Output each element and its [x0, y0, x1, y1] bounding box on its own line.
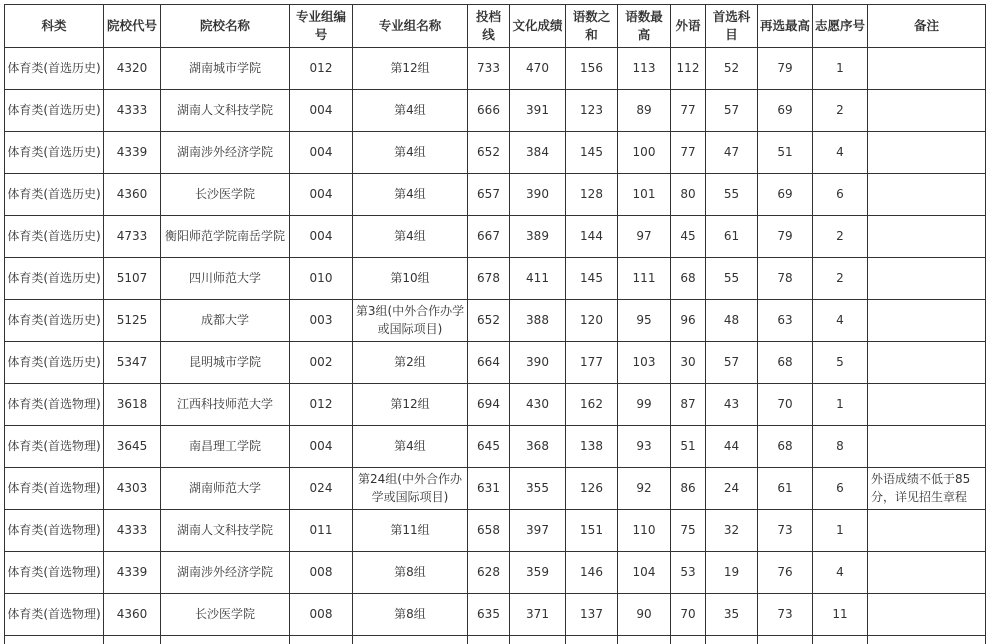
- table-cell: 第12组: [353, 48, 468, 90]
- table-cell: 430: [510, 384, 566, 426]
- table-cell: 江西科技师范大学: [161, 384, 290, 426]
- table-cell: 61: [758, 468, 813, 510]
- table-cell: 35: [706, 594, 758, 636]
- column-header: 专业组编号: [290, 5, 353, 48]
- table-cell: 湖南涉外经济学院: [161, 552, 290, 594]
- table-cell: [758, 636, 813, 644]
- table-cell: 123: [566, 90, 618, 132]
- table-cell: [468, 636, 510, 644]
- table-row: [5, 468, 986, 510]
- table-cell: 第4组: [353, 174, 468, 216]
- table-cell: 100: [618, 132, 671, 174]
- table-cell: 137: [566, 594, 618, 636]
- table-row: [5, 48, 986, 90]
- table-cell: 008: [290, 552, 353, 594]
- table-row: [5, 216, 986, 258]
- table-cell: [868, 48, 986, 90]
- table-cell: 628: [468, 552, 510, 594]
- table-cell: 75: [671, 510, 706, 552]
- table-cell: 144: [566, 216, 618, 258]
- table-cell: 11: [813, 594, 868, 636]
- table-cell: 5347: [104, 342, 161, 384]
- table-cell: 2: [813, 90, 868, 132]
- table-cell: 004: [290, 426, 353, 468]
- column-header: 首选科目: [706, 5, 758, 48]
- table-cell: [868, 300, 986, 342]
- table-cell: 2: [813, 216, 868, 258]
- table-cell: 79: [758, 48, 813, 90]
- table-cell: 体育类(首选历史): [5, 90, 104, 132]
- table-cell: 89: [618, 90, 671, 132]
- table-cell: 4733: [104, 216, 161, 258]
- table-cell: 1: [813, 510, 868, 552]
- table-cell: 146: [566, 552, 618, 594]
- table-cell: [868, 510, 986, 552]
- table-cell: 733: [468, 48, 510, 90]
- table-cell: 5: [813, 342, 868, 384]
- table-cell: 002: [290, 342, 353, 384]
- table-cell: 体育类(首选物理): [5, 468, 104, 510]
- table-row: [5, 258, 986, 300]
- table-cell: 68: [671, 258, 706, 300]
- table-cell: 012: [290, 48, 353, 90]
- table-cell: 4339: [104, 552, 161, 594]
- table-cell: 024: [290, 468, 353, 510]
- table-row: [5, 300, 986, 342]
- table-cell: 86: [671, 468, 706, 510]
- table-cell: 004: [290, 174, 353, 216]
- table-cell: 体育类(首选物理): [5, 594, 104, 636]
- table-cell: 397: [510, 510, 566, 552]
- table-cell: [868, 426, 986, 468]
- table-cell: 70: [758, 384, 813, 426]
- table-cell: 第10组: [353, 258, 468, 300]
- table-cell: 体育类(首选物理): [5, 552, 104, 594]
- column-header: 备注: [868, 5, 986, 48]
- table-cell: 6: [813, 174, 868, 216]
- table-row: [5, 426, 986, 468]
- table-cell: 79: [758, 216, 813, 258]
- table-cell: 69: [758, 174, 813, 216]
- table-cell: 第12组: [353, 384, 468, 426]
- table-cell: 体育类(首选历史): [5, 174, 104, 216]
- table-cell: 55: [706, 174, 758, 216]
- table-cell: 53: [671, 552, 706, 594]
- table-cell: 110: [618, 510, 671, 552]
- admission-score-table: [4, 4, 986, 644]
- table-cell: [868, 216, 986, 258]
- table-cell: 体育类(首选历史): [5, 258, 104, 300]
- table-cell: 第4组: [353, 90, 468, 132]
- table-cell: 4303: [104, 468, 161, 510]
- table-cell: 61: [706, 216, 758, 258]
- table-cell: 44: [706, 426, 758, 468]
- table-cell: 第8组: [353, 552, 468, 594]
- column-header: 院校名称: [161, 5, 290, 48]
- table-cell: 73: [758, 594, 813, 636]
- column-header: 科类: [5, 5, 104, 48]
- table-cell: 体育类(首选历史): [5, 48, 104, 90]
- table-cell: 5125: [104, 300, 161, 342]
- table-cell: [868, 594, 986, 636]
- table-row: [5, 132, 986, 174]
- table-row: [5, 552, 986, 594]
- table-cell: 47: [706, 132, 758, 174]
- table-cell: 658: [468, 510, 510, 552]
- column-header: 文化成绩: [510, 5, 566, 48]
- table-cell: [813, 636, 868, 644]
- table-cell: 3618: [104, 384, 161, 426]
- table-cell: 3645: [104, 426, 161, 468]
- table-cell: 145: [566, 258, 618, 300]
- table-cell: [868, 174, 986, 216]
- table-cell: 391: [510, 90, 566, 132]
- table-cell: [868, 636, 986, 644]
- column-header: 语数最高: [618, 5, 671, 48]
- table-cell: 652: [468, 132, 510, 174]
- table-cell: 101: [618, 174, 671, 216]
- table-cell: 4333: [104, 90, 161, 132]
- table-cell: 411: [510, 258, 566, 300]
- table-cell: 57: [706, 90, 758, 132]
- table-cell: 第4组: [353, 426, 468, 468]
- table-cell: 体育类(首选历史): [5, 300, 104, 342]
- table-cell: [868, 384, 986, 426]
- table-cell: 003: [290, 300, 353, 342]
- table-cell: 51: [758, 132, 813, 174]
- table-cell: 第3组(中外合作办学或国际项目): [353, 300, 468, 342]
- table-cell: 4339: [104, 132, 161, 174]
- table-cell: 678: [468, 258, 510, 300]
- table-cell: 359: [510, 552, 566, 594]
- table-cell: [510, 636, 566, 644]
- column-header: 志愿序号: [813, 5, 868, 48]
- table-cell: [161, 636, 290, 644]
- table-cell: 145: [566, 132, 618, 174]
- table-cell: 138: [566, 426, 618, 468]
- table-cell: 24: [706, 468, 758, 510]
- table-cell: 57: [706, 342, 758, 384]
- table-cell: 010: [290, 258, 353, 300]
- table-cell: 30: [671, 342, 706, 384]
- table-cell: 96: [671, 300, 706, 342]
- table-cell: 004: [290, 132, 353, 174]
- table-cell: 第4组: [353, 216, 468, 258]
- table-row: [5, 594, 986, 636]
- table-cell: 77: [671, 90, 706, 132]
- table-cell: 368: [510, 426, 566, 468]
- table-cell: 69: [758, 90, 813, 132]
- table-cell: 湖南师范大学: [161, 468, 290, 510]
- column-header: 再选最高: [758, 5, 813, 48]
- table-cell: 97: [618, 216, 671, 258]
- table-cell: 45: [671, 216, 706, 258]
- table-row: [5, 90, 986, 132]
- table-cell: 2: [813, 258, 868, 300]
- table-cell: 4: [813, 300, 868, 342]
- table-cell: 76: [758, 552, 813, 594]
- table-cell: 外语成绩不低于85分，详见招生章程: [868, 468, 986, 510]
- table-cell: 湖南涉外经济学院: [161, 132, 290, 174]
- column-header: 语数之和: [566, 5, 618, 48]
- table-cell: 体育类(首选物理): [5, 510, 104, 552]
- table-cell: 95: [618, 300, 671, 342]
- column-header: 外语: [671, 5, 706, 48]
- table-row: [5, 510, 986, 552]
- table-cell: 51: [671, 426, 706, 468]
- table-cell: 355: [510, 468, 566, 510]
- table-cell: 48: [706, 300, 758, 342]
- table-cell: 体育类(首选物理): [5, 426, 104, 468]
- table-cell: 8: [813, 426, 868, 468]
- table-cell: [868, 552, 986, 594]
- table-cell: 664: [468, 342, 510, 384]
- table-cell: [868, 342, 986, 384]
- table-cell: 32: [706, 510, 758, 552]
- table-cell: 1: [813, 48, 868, 90]
- table-cell: 99: [618, 384, 671, 426]
- column-header: 院校代号: [104, 5, 161, 48]
- table-cell: 128: [566, 174, 618, 216]
- table-cell: 5107: [104, 258, 161, 300]
- table-cell: 667: [468, 216, 510, 258]
- table-cell: 68: [758, 342, 813, 384]
- table-cell: 1: [813, 384, 868, 426]
- table-cell: 湖南人文科技学院: [161, 510, 290, 552]
- table-cell: 70: [671, 594, 706, 636]
- table-cell: 90: [618, 594, 671, 636]
- column-header: 投档线: [468, 5, 510, 48]
- table-cell: 126: [566, 468, 618, 510]
- table-cell: 78: [758, 258, 813, 300]
- table-cell: 第2组: [353, 342, 468, 384]
- table-body: [5, 48, 986, 644]
- table-cell: 43: [706, 384, 758, 426]
- table-cell: 63: [758, 300, 813, 342]
- table-cell: 004: [290, 90, 353, 132]
- table-cell: 004: [290, 216, 353, 258]
- table-cell: 694: [468, 384, 510, 426]
- table-cell: [868, 258, 986, 300]
- table-cell: 4320: [104, 48, 161, 90]
- table-cell: 73: [758, 510, 813, 552]
- table-cell: 008: [290, 594, 353, 636]
- table-cell: [353, 636, 468, 644]
- table-cell: 52: [706, 48, 758, 90]
- table-cell: 68: [758, 426, 813, 468]
- table-row-partial-empty: [5, 636, 986, 644]
- table-cell: 389: [510, 216, 566, 258]
- table-cell: 19: [706, 552, 758, 594]
- table-cell: 第8组: [353, 594, 468, 636]
- table-cell: 湖南人文科技学院: [161, 90, 290, 132]
- table-cell: 384: [510, 132, 566, 174]
- table-cell: 体育类(首选历史): [5, 216, 104, 258]
- table-cell: 长沙医学院: [161, 594, 290, 636]
- table-cell: 156: [566, 48, 618, 90]
- table-row: [5, 342, 986, 384]
- table-cell: 390: [510, 174, 566, 216]
- table-cell: 390: [510, 342, 566, 384]
- table-cell: 87: [671, 384, 706, 426]
- table-cell: 112: [671, 48, 706, 90]
- table-cell: [104, 636, 161, 644]
- table-cell: [5, 636, 104, 644]
- table-cell: [618, 636, 671, 644]
- table-cell: 92: [618, 468, 671, 510]
- table-row: [5, 174, 986, 216]
- table-row: [5, 384, 986, 426]
- table-cell: 111: [618, 258, 671, 300]
- table-cell: 4360: [104, 174, 161, 216]
- table-cell: 77: [671, 132, 706, 174]
- table-cell: [868, 90, 986, 132]
- table-cell: 4360: [104, 594, 161, 636]
- table-cell: 113: [618, 48, 671, 90]
- table-cell: 4: [813, 132, 868, 174]
- table-cell: 80: [671, 174, 706, 216]
- table-cell: 657: [468, 174, 510, 216]
- table-cell: 104: [618, 552, 671, 594]
- table-cell: 4: [813, 552, 868, 594]
- table-cell: 体育类(首选物理): [5, 384, 104, 426]
- table-cell: 体育类(首选历史): [5, 342, 104, 384]
- table-cell: 第4组: [353, 132, 468, 174]
- table-cell: 470: [510, 48, 566, 90]
- table-cell: 162: [566, 384, 618, 426]
- table-cell: 昆明城市学院: [161, 342, 290, 384]
- table-cell: 177: [566, 342, 618, 384]
- table-cell: 第11组: [353, 510, 468, 552]
- table-cell: [566, 636, 618, 644]
- table-cell: 衡阳师范学院南岳学院: [161, 216, 290, 258]
- table-cell: 012: [290, 384, 353, 426]
- table-cell: 第24组(中外合作办学或国际项目): [353, 468, 468, 510]
- table-cell: 长沙医学院: [161, 174, 290, 216]
- table-cell: 成都大学: [161, 300, 290, 342]
- table-cell: 4333: [104, 510, 161, 552]
- table-cell: 666: [468, 90, 510, 132]
- table-cell: 645: [468, 426, 510, 468]
- table-cell: 湖南城市学院: [161, 48, 290, 90]
- table-cell: 体育类(首选历史): [5, 132, 104, 174]
- table-cell: 635: [468, 594, 510, 636]
- table-cell: 93: [618, 426, 671, 468]
- table-cell: 652: [468, 300, 510, 342]
- table-cell: 011: [290, 510, 353, 552]
- table-cell: 55: [706, 258, 758, 300]
- column-header: 专业组名称: [353, 5, 468, 48]
- table-cell: 南昌理工学院: [161, 426, 290, 468]
- table-cell: 388: [510, 300, 566, 342]
- table-cell: 6: [813, 468, 868, 510]
- table-cell: [868, 132, 986, 174]
- table-cell: 四川师范大学: [161, 258, 290, 300]
- table-cell: [671, 636, 706, 644]
- table-cell: 631: [468, 468, 510, 510]
- table-cell: 103: [618, 342, 671, 384]
- header-row: [5, 5, 986, 48]
- table-cell: [290, 636, 353, 644]
- table-cell: 371: [510, 594, 566, 636]
- table-cell: 151: [566, 510, 618, 552]
- table-cell: 120: [566, 300, 618, 342]
- table-cell: [706, 636, 758, 644]
